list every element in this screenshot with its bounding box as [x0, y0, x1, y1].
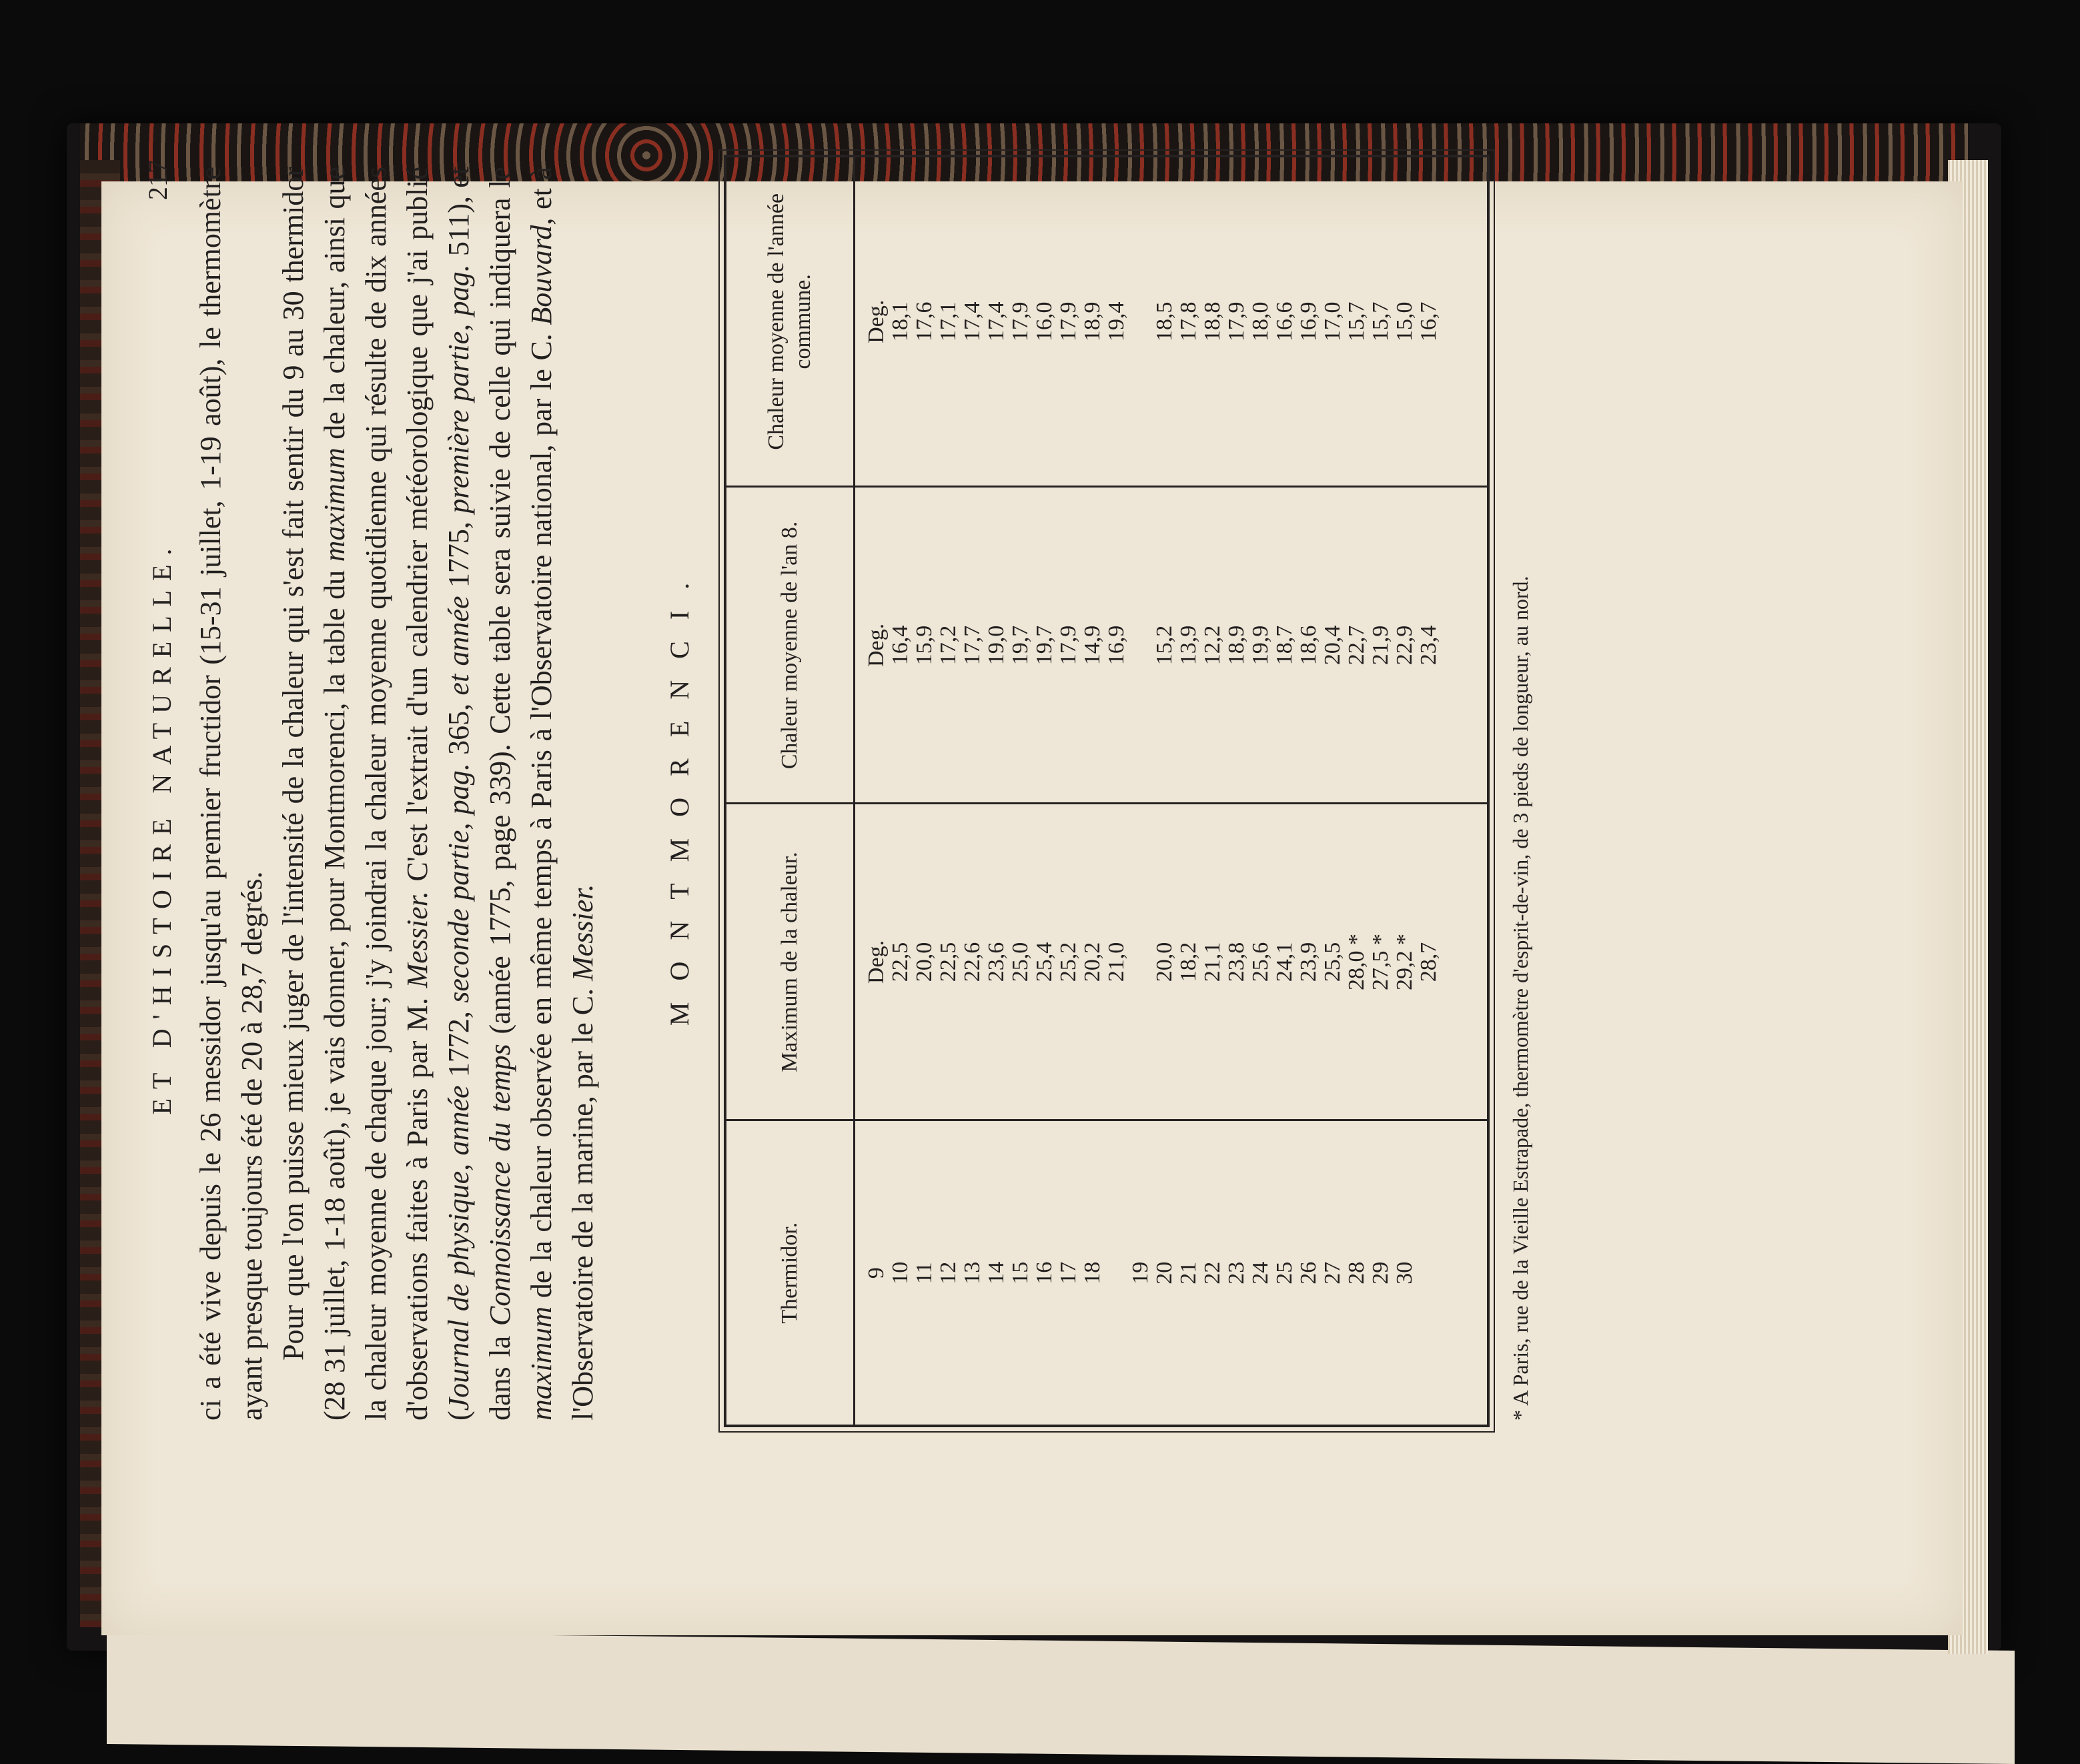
text-run: de la chaleur observée en même temps à Paris à l'Observatoire national, par le C. — [525, 325, 558, 1306]
italic-citation: première partie, pag. — [442, 264, 475, 514]
header-thermidor: Thermidor. — [726, 1120, 855, 1425]
table-row — [855, 157, 1488, 1425]
italic-citation: et année — [442, 596, 475, 696]
running-title: ET D'HISTOIRE NATURELLE. — [147, 539, 177, 1115]
header-moyenne-commune: Chaleur moyenne de l'année commune. — [726, 157, 855, 487]
text-run: et à l'Observatoire de la marine, par le C. — [525, 167, 599, 1421]
page-number: 217 — [143, 160, 173, 200]
italic-citation: Journal de physique, année — [442, 1085, 475, 1411]
text-run: Pour que l'on puisse mieux juger de l'intensité de la chaleur qui s'est fait sentir du 9 au 30 thermidor (28 31 juillet, 1-18 août), je vais donner, pour Montmorenci, la table du — [277, 167, 351, 1421]
maximum-column: Deg. 22,5 20,0 22,5 22,6 23,6 25,0 25,4 25,2 20,2 21,0 20,0 18,2 21,1 23,8 25,6 24,1 23,9 25,5 28,0 * 27,5 * 29,2 * 28,7 — [855, 804, 1488, 1120]
italic-term: maximum — [525, 1306, 558, 1421]
header-maximum: Maximum de la chaleur. — [726, 804, 855, 1120]
italic-citation: Connoissance du temps — [484, 1044, 516, 1327]
body-text — [190, 167, 604, 1421]
paragraph — [273, 167, 604, 1421]
header-moyenne-an8: Chaleur moyenne de l'an 8. — [726, 487, 855, 804]
text-run: (année 1775, page 339). Cette table sera suivie de celle qui indiquera le — [484, 166, 516, 1044]
section-title: MONTMORENCI. — [664, 561, 694, 1026]
table-header — [726, 157, 855, 1425]
footnote: * A Paris, rue de la Vieille Estrapade, thermomètre d'esprit-de-vin, de 3 pieds de longueur, au nord. — [1508, 576, 1532, 1421]
text-run: 1772, — [442, 1002, 475, 1086]
text-run: 511), et dans la — [442, 166, 516, 1421]
text-run: 1775, — [442, 513, 475, 596]
table-body — [855, 157, 1488, 1425]
text-run: de la chaleur, ainsi que la chaleur moyenne de chaque jour; j'y joindrai la chaleur moyenne quotidienne qui résulte de dix années d'observations faites à Paris par M. — [318, 167, 434, 1421]
page-content-rotated — [137, 160, 1764, 1427]
italic-name: Bouvard, — [525, 217, 558, 325]
table-header-row — [726, 157, 855, 1425]
italic-term: maximum — [318, 448, 351, 562]
temperature-table-frame — [724, 155, 1490, 1427]
text-run: 365, — [442, 695, 475, 764]
italic-citation: seconde partie, pag. — [442, 763, 475, 1003]
italic-name: Messier. — [566, 884, 599, 981]
moyenne-commune-column: Deg. 18,1 17,6 17,1 17,4 17,4 17,9 16,0 17,9 18,9 19,4 18,5 17,8 18,8 17,9 18,0 16,6 16,9 17,0 15,7 15,7 15,0 16,7 — [855, 157, 1488, 487]
temperature-table — [726, 157, 1487, 1425]
moyenne-an8-column: Deg. 16,4 15,9 17,2 17,7 19,0 19,7 19,7 17,9 14,9 16,9 15,2 13,9 12,2 18,9 19,9 18,7 18,6 20,4 22,7 21,9 22,9 23,4 — [855, 487, 1488, 804]
italic-name: Messier. — [401, 891, 434, 988]
text-run: C'est l'extrait d'un calendrier météorologique que j'ai publié ( — [401, 167, 475, 1421]
paragraph: ci a été vive depuis le 26 messidor jusqu'au premier fructidor (15-31 juillet, 1-19 août), le thermomètre ayant presque toujours été de 20 à 28,7 degrés. — [194, 167, 268, 1421]
facing-page-edge — [107, 1631, 2015, 1764]
days-column: 9 10 11 12 13 14 15 16 17 18 19 20 21 22 23 24 25 26 27 28 29 30 — [864, 1261, 1417, 1284]
running-head — [137, 160, 190, 1427]
